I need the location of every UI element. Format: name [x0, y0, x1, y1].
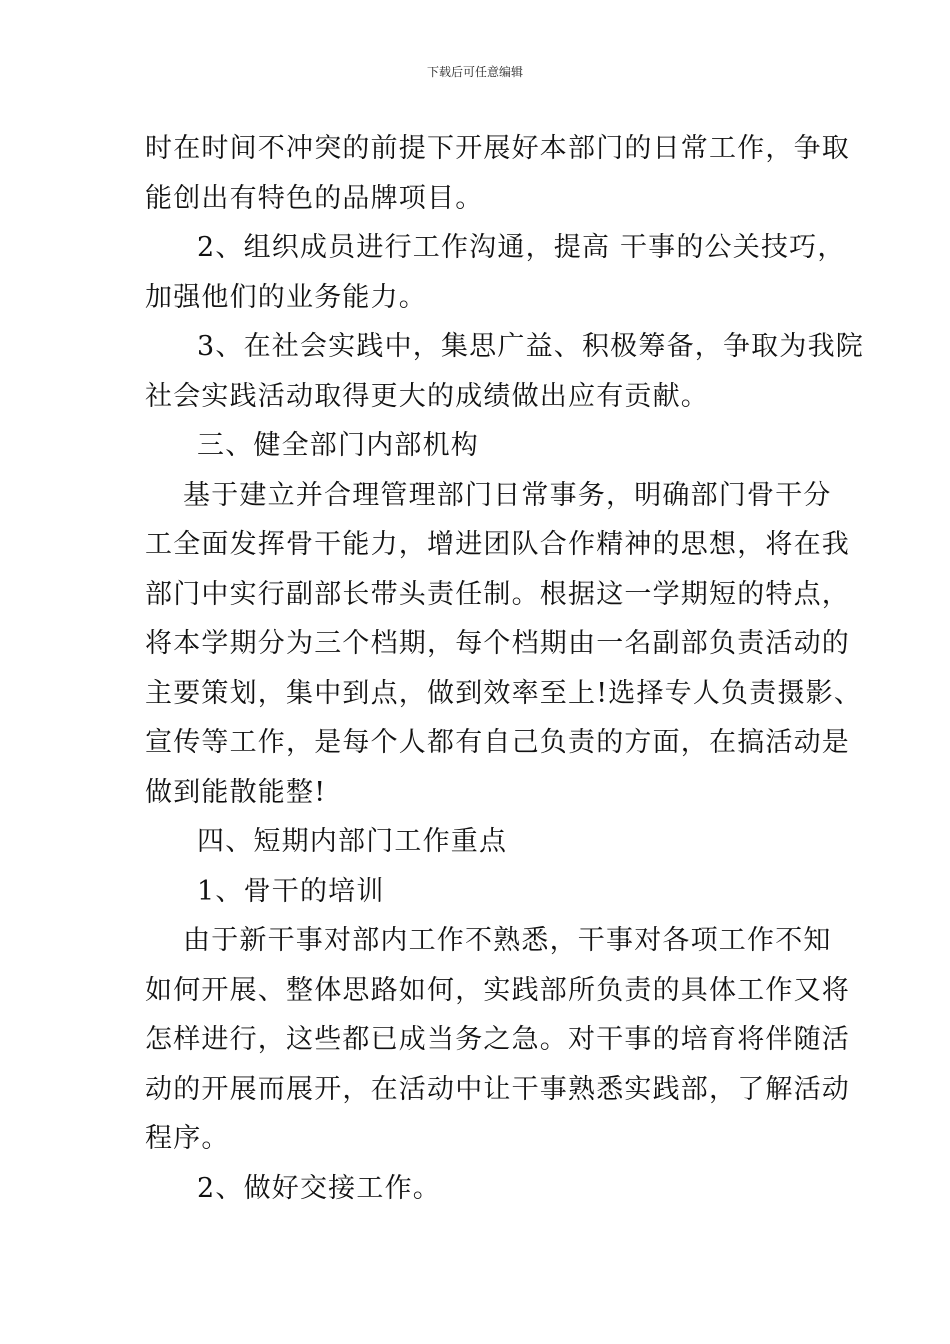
paragraph-2 [145, 223, 846, 322]
paragraph-line: 程序。 [145, 1123, 230, 1154]
paragraph-1 [145, 124, 850, 223]
paragraph-line: 社会实践活动取得更大的成绩做出应有贡献。 [145, 380, 709, 412]
paragraph-line: 宣传等工作，是每个人都有自己负责的方面，在搞活动是 [145, 727, 850, 758]
paragraph-line: 部门中实行副部长带头责任制。根据这一学期短的特点， [145, 578, 850, 610]
paragraph-line: 能创出有特色的品牌项目。 [145, 182, 484, 214]
paragraph-line: 加强他们的业务能力。 [145, 281, 427, 313]
heading-line: 1、骨干的培训 [197, 875, 385, 907]
paragraph-line: 时在时间不冲突的前提下开展好本部门的日常工作，争取 [145, 133, 850, 164]
header-text: 下载后可任意编辑 [426, 65, 523, 79]
paragraph-line: 3、在社会实践中，集思广益、积极筹备，争取为我院 [197, 331, 864, 362]
document-body [145, 124, 864, 1213]
paragraph-line: 将本学期分为三个档期，每个档期由一名副部负责活动的 [145, 628, 850, 659]
section-heading-3 [145, 421, 810, 471]
paragraph-line: 做到能散能整! [145, 776, 327, 808]
subheading-2 [145, 1164, 810, 1214]
section-heading-4 [145, 817, 810, 867]
paragraph-3 [145, 322, 864, 421]
paragraph-line: 2、组织成员进行工作沟通，提高 干事的公关技巧， [197, 232, 846, 263]
paragraph-line: 主要策划，集中到点，做到效率至上!选择专人负责摄影、 [145, 677, 863, 709]
paragraph-line: 由于新干事对部内工作不熟悉，干事对各项工作不知 [183, 925, 832, 956]
heading-line: 2、做好交接工作。 [197, 1172, 441, 1204]
paragraph-8 [145, 916, 850, 1164]
paragraph-5 [145, 471, 863, 818]
paragraph-line: 动的开展而展开，在活动中让干事熟悉实践部，了解活动 [145, 1073, 850, 1105]
page-header [0, 64, 950, 80]
paragraph-line: 基于建立并合理管理部门日常事务，明确部门骨干分 [183, 479, 832, 511]
subheading-1 [145, 867, 810, 917]
heading-line: 四、短期内部门工作重点 [197, 826, 508, 857]
paragraph-line: 工全面发挥骨干能力，增进团队合作精神的思想，将在我 [145, 529, 850, 560]
heading-line: 三、健全部门内部机构 [197, 430, 479, 461]
paragraph-line: 怎样进行，这些都已成当务之急。对干事的培育将伴随活 [145, 1024, 850, 1055]
paragraph-line: 如何开展、整体思路如何，实践部所负责的具体工作又将 [145, 974, 850, 1006]
